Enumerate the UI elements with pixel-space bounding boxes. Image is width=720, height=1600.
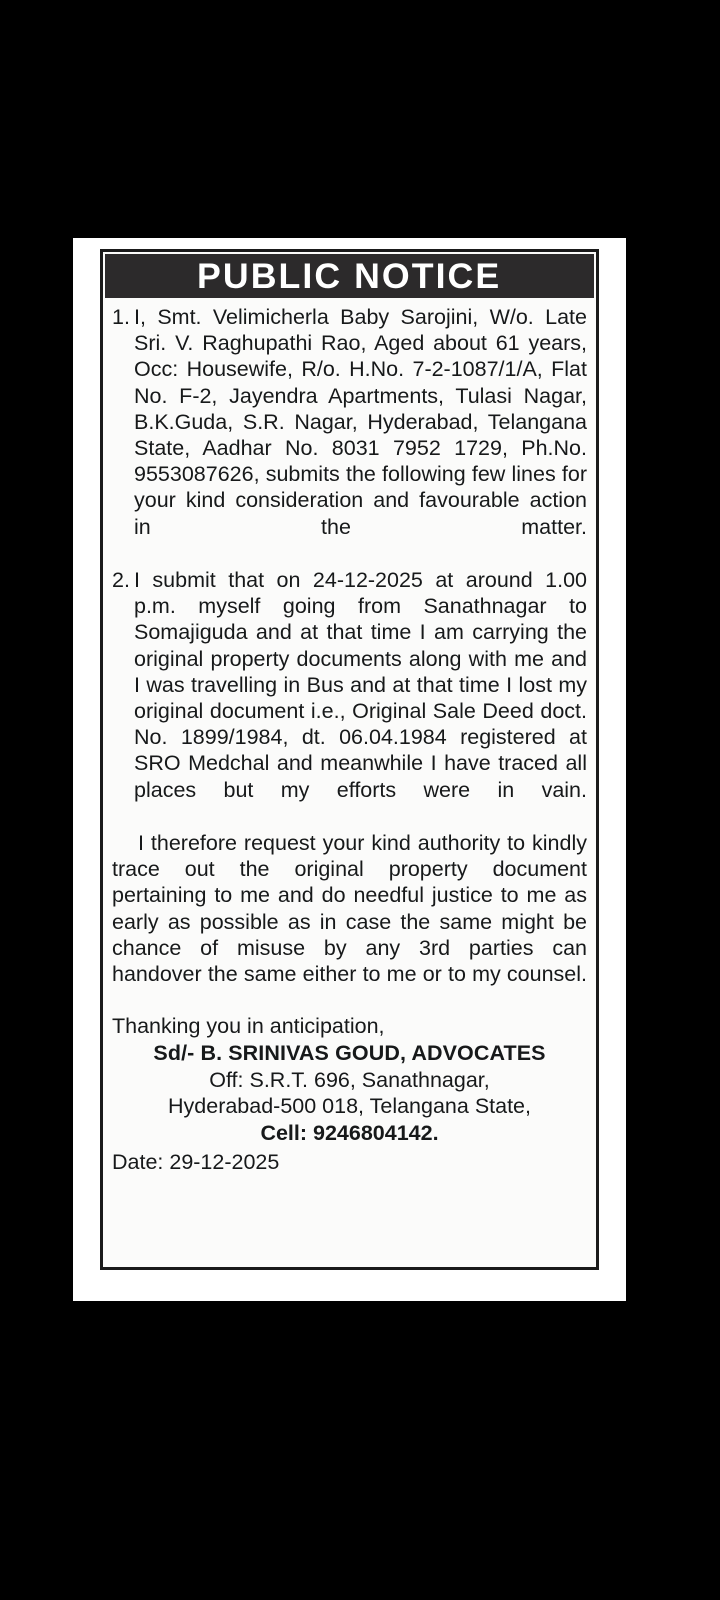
notice-heading: PUBLIC NOTICE: [197, 256, 502, 296]
office-address-line-1: Off: S.R.T. 696, Sanathnagar,: [209, 1067, 490, 1092]
notice-clause-2: [112, 567, 587, 829]
newspaper-clipping: [73, 238, 626, 1301]
clause-2-marker: 2.: [112, 568, 130, 593]
public-notice-banner: [105, 254, 594, 298]
closing-line: Thanking you in anticipation,: [112, 1014, 385, 1039]
contact-cell-number: Cell: 9246804142.: [260, 1120, 439, 1145]
office-address-line-2: Hyderabad-500 018, Telangana State,: [168, 1094, 531, 1119]
prayer-paragraph: I therefore request your kind authority to kindly trace out the original property document pertaining to me and do needful justice to me as early as possible as in case the same might be chance of misuse by any 3rd parties can handover the same either to me or to my counsel.: [112, 831, 587, 987]
clause-1-marker: 1.: [112, 305, 130, 329]
notice-date: Date: 29-12-2025: [112, 1149, 280, 1174]
advocate-signature: Sd/- B. SRINIVAS GOUD, ADVOCATES: [153, 1040, 546, 1065]
clause-2-text: I submit that on 24-12-2025 at around 1.00 p.m. myself going from Sanathnagar to Somajiguda and at that time I am carrying the original property documents along with me and I was travelling in Bus and at that time I lost my original document i.e., Original Sale Deed doct. No. 1899/1984, dt. 06.04.1984 registered at SRO Medchal and meanwhile I have traced all places but my efforts were in vain.: [134, 568, 587, 802]
notice-advertisement-frame: [100, 249, 599, 1270]
notice-body: [103, 298, 596, 1179]
notice-clause-1: [112, 304, 587, 566]
clause-1-text: I, Smt. Velimicherla Baby Sarojini, W/o. Late Sri. V. Raghupathi Rao, Aged about 61 years, Occ: Housewife, R/o. H.No. 7-2-1087/1/A, Flat No. F-2, Jayendra Apartments, Tulasi Nagar, B.K.Guda, S.R. Nagar, Hyderabad, Telangana State, Aadhar No. 8031 7952 1729, Ph.No. 9553087626, submits the following few lines for your kind consideration and favourable action in the matter.: [134, 305, 587, 539]
